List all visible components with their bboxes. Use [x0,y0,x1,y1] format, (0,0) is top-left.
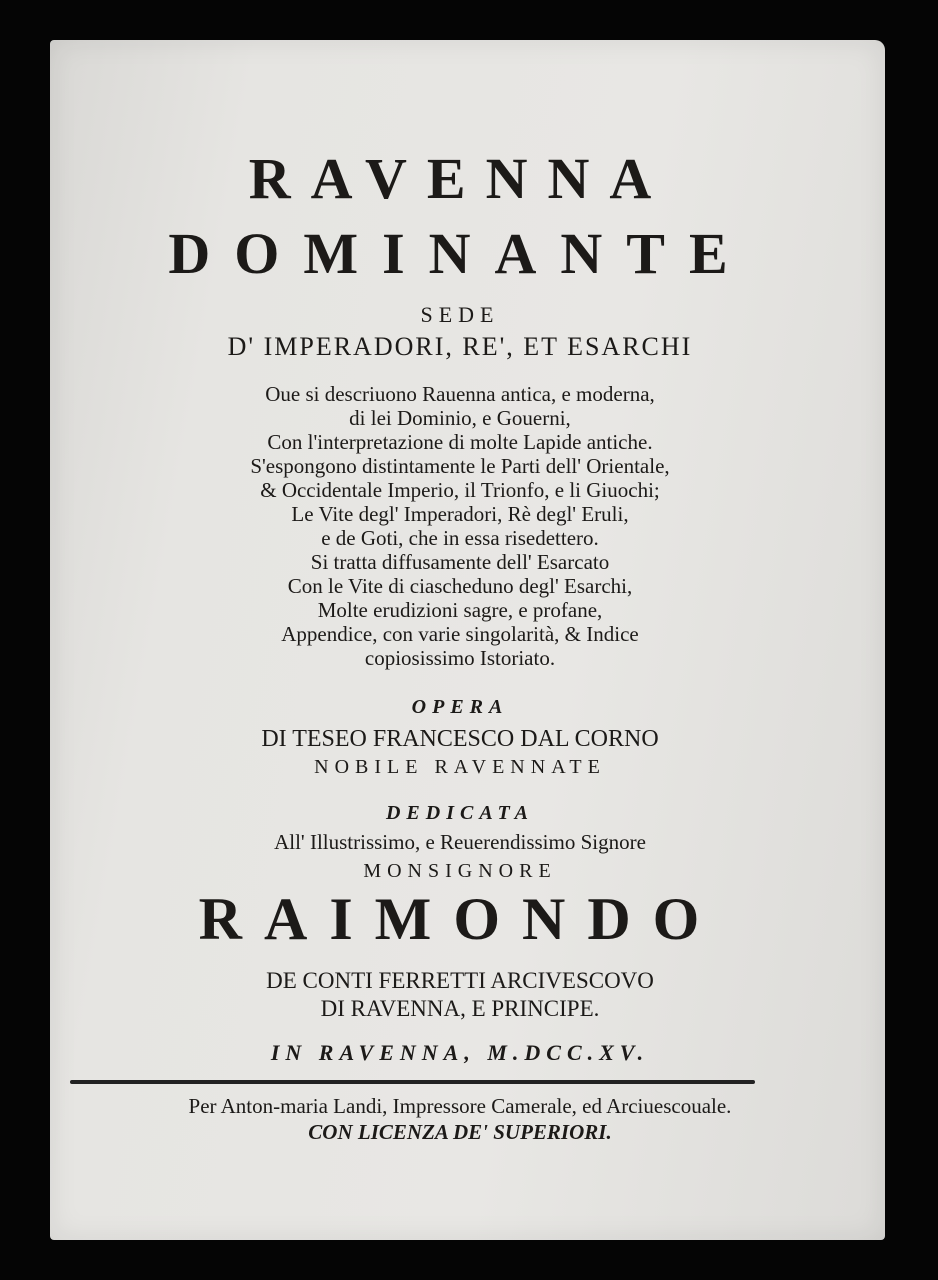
title-page [50,40,885,1240]
title-dominante: DOMINANTE [168,221,752,286]
dedicata-label: DEDICATA [385,802,535,824]
description-line: Oue si descriuono Rauenna antica, e moderna, [265,382,655,406]
description-line: Con le Vite di ciascheduno degl' Esarchi, [287,574,633,598]
description-line: Le Vite degl' Imperadori, Rè degl' Eruli, [291,502,629,526]
divider-rule [70,1080,755,1084]
description-line: Molte erudizioni sagre, e profane, [317,598,603,622]
imprint: IN RAVENNA, M.DCC.XV. [270,1040,650,1065]
author-title: NOBILE RAVENNATE [314,756,606,778]
subtitle-imperadori: D' IMPERADORI, RE', ET ESARCHI [227,332,693,361]
description-line: e de Goti, che in essa risedettero. [321,526,599,550]
license: CON LICENZA DE' SUPERIORI. [308,1120,612,1144]
title-ravenna: RAVENNA [248,146,672,211]
printer: Per Anton-maria Landi, Impressore Camerale, ed Arciuescouale. [188,1094,732,1118]
dedication: All' Illustrissimo, e Reuerendissimo Signore [274,830,646,854]
dedicatee-name: RAIMONDO [198,886,722,952]
description-line: S'espongono distintamente le Parti dell' Orientale, [250,454,670,478]
description-line: & Occidentale Imperio, il Trionfo, e li Giuochi; [260,478,660,502]
description-line: copiosissimo Istoriato. [364,646,556,670]
subtitle-sede: SEDE [420,302,500,327]
opera-label: OPERA [411,696,509,718]
monsignore: MONSIGNORE [363,860,557,882]
dedicatee-line-1: DE CONTI FERRETTI ARCIVESCOVO [266,968,654,993]
description-line: Appendice, con varie singolarità, & Indice [281,622,639,646]
description-line: di lei Dominio, e Gouerni, [349,406,571,430]
description-line: Con l'interpretazione di molte Lapide antiche. [267,430,653,454]
dedicatee-line-2: DI RAVENNA, E PRINCIPE. [320,996,600,1021]
author: DI TESEO FRANCESCO DAL CORNO [261,726,659,752]
description-line: Si tratta diffusamente dell' Esarcato [310,550,610,574]
